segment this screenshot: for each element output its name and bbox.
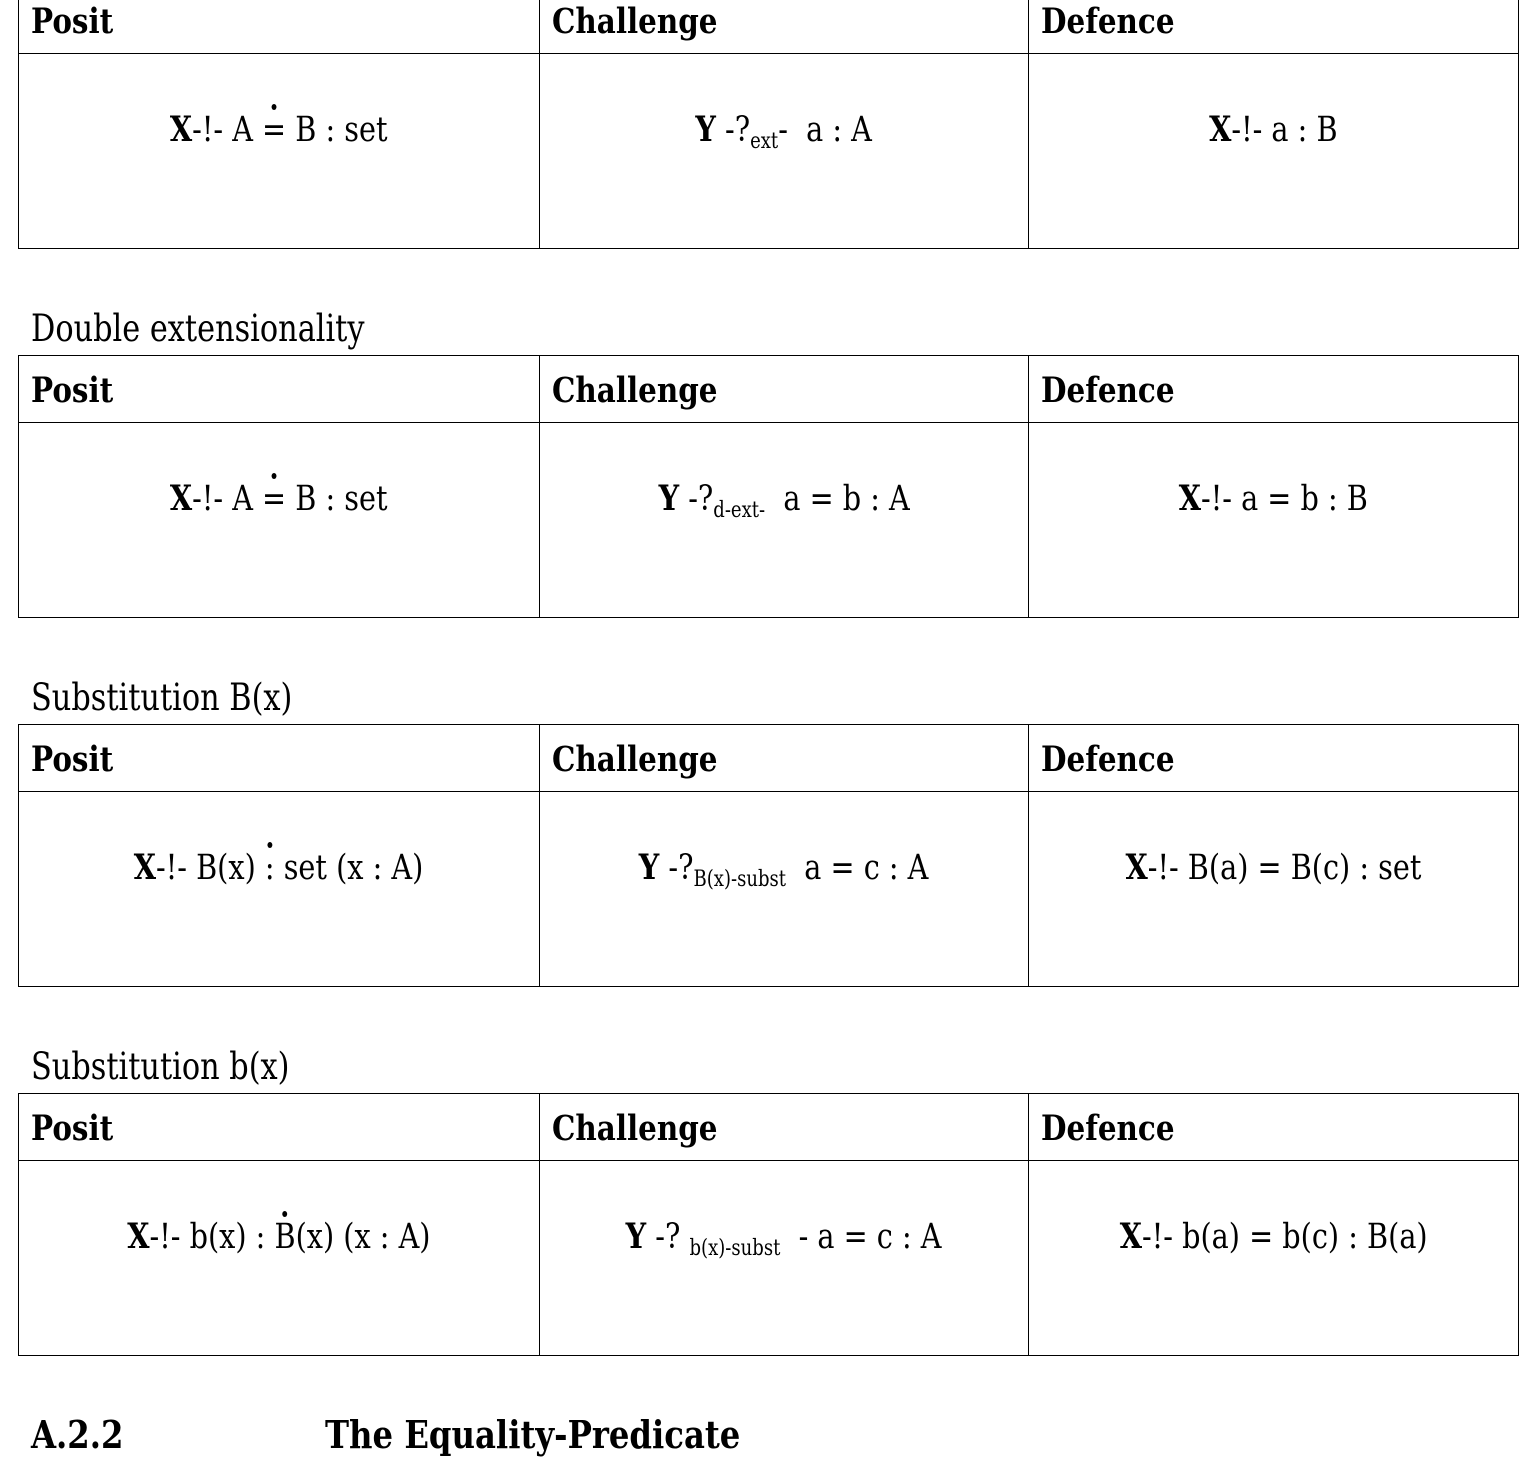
challenge-cell [540,792,1029,987]
posit-cell [19,792,540,987]
header-defence [1029,1094,1519,1161]
header-label: Challenge [552,739,718,780]
formula-part: B(x)-subst [693,867,787,892]
header-label: Defence [1041,739,1175,780]
formula-part: Y [626,1216,647,1257]
formula-part: X [1209,109,1232,150]
header-label: Defence [1041,1108,1175,1149]
challenge-cell [540,1161,1029,1356]
defence-cell [1029,423,1519,618]
formula-part: B : set [286,110,388,150]
challenge-cell [540,54,1029,249]
formula-part: - a = c : A [780,1217,942,1257]
rule-table [18,0,1519,249]
header-challenge [540,725,1029,792]
defence-cell [1029,54,1519,249]
formula-part: -!- B(x) [156,848,266,888]
formula-part: X [1119,1216,1142,1257]
header-label: Defence [1041,370,1175,411]
rule-title: Substitution b(x) [31,1045,290,1088]
formula-part: B : set [286,479,388,519]
formula-part: -!- A [192,110,263,150]
header-challenge [540,1094,1029,1161]
section-heading: The Equality-Predicate [325,1412,741,1457]
header-posit [19,356,540,423]
posit-cell [19,1161,540,1356]
header-label: Challenge [552,1108,718,1149]
formula-part: (x) (x : A) [295,1217,431,1257]
formula-part: Y [658,478,679,519]
header-label: Posit [31,370,114,411]
rule-title: Substitution B(x) [31,676,293,719]
rule-table [18,355,1519,618]
defence-formula [1179,471,1368,527]
dotted-symbol: B [275,1209,296,1265]
formula-part: Y [639,847,660,888]
dotted-symbol: : [265,840,275,896]
challenge-formula [658,471,909,527]
formula-part: X [170,109,193,150]
dotted-symbol: = [262,102,286,158]
header-defence [1029,356,1519,423]
formula-part: -!- a : B [1231,110,1338,150]
formula-part: Y [695,109,717,150]
posit-formula [170,102,388,158]
rule-title: Double extensionality [31,307,365,350]
formula-part: ext [750,129,779,154]
formula-part: -? [716,110,751,150]
defence-formula [1120,1209,1428,1265]
defence-cell [1029,792,1519,987]
dotted-symbol: = [262,471,286,527]
formula-part: -? [646,1217,690,1257]
header-posit [19,725,540,792]
formula-part: -!- A [192,479,263,519]
formula-part: X [170,478,193,519]
header-posit [19,1094,540,1161]
formula-part: - a : A [778,110,873,150]
formula-part: -!- B(a) = B(c) : set [1147,848,1422,888]
formula-part: d-ext- [713,498,765,523]
header-label: Posit [31,1,114,42]
formula-part: -!- a = b : B [1201,479,1369,519]
section-number: A.2.2 [31,1412,124,1457]
posit-formula [134,840,424,896]
header-label: Challenge [552,1,718,42]
formula-part: -!- b(x) : [149,1217,275,1257]
formula-part: a = c : A [786,848,929,888]
rule-table [18,1093,1519,1356]
header-label: Posit [31,739,114,780]
challenge-formula [696,102,873,158]
formula-part: -!- b(a) = b(c) : B(a) [1141,1217,1428,1257]
formula-part: set (x : A) [275,848,424,888]
rule-table [18,724,1519,987]
formula-part: X [1125,847,1148,888]
formula-part: -? [678,479,714,519]
defence-formula [1126,840,1422,896]
header-label: Defence [1041,1,1175,42]
posit-cell [19,54,540,249]
header-challenge [540,356,1029,423]
challenge-formula [639,840,929,896]
formula-part: X [127,1216,150,1257]
header-challenge [540,0,1029,54]
formula-part: a = b : A [764,479,910,519]
formula-part: X [134,847,157,888]
header-defence [1029,0,1519,54]
challenge-cell [540,423,1029,618]
defence-cell [1029,1161,1519,1356]
defence-formula [1209,102,1337,158]
header-label: Challenge [552,370,718,411]
formula-part: b(x)-subst [689,1236,781,1261]
header-defence [1029,725,1519,792]
header-label: Posit [31,1108,114,1149]
header-posit [19,0,540,54]
formula-part: -? [659,848,694,888]
posit-cell [19,423,540,618]
formula-part: X [1178,478,1202,519]
posit-formula [170,471,388,527]
posit-formula [127,1209,430,1265]
challenge-formula [626,1209,942,1265]
